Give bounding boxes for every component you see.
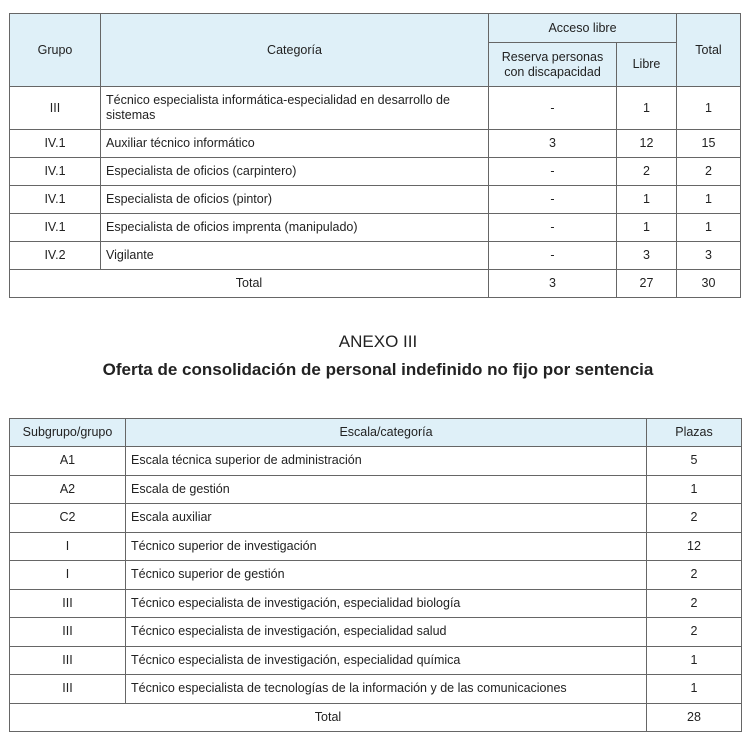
cell-reserva: - <box>489 214 617 242</box>
header-total: Total <box>677 14 741 87</box>
total-total: 30 <box>677 270 741 298</box>
cell-libre: 1 <box>617 87 677 130</box>
table-row <box>10 618 742 647</box>
cell-reserva: - <box>489 242 617 270</box>
table-row <box>10 589 742 618</box>
cell-total: 1 <box>677 186 741 214</box>
header-grupo: Grupo <box>10 14 101 87</box>
cell-escala: Técnico especialista de investigación, especialidad salud <box>126 618 647 647</box>
cell-total: 2 <box>677 158 741 186</box>
table-total-row <box>10 703 742 731</box>
table-row <box>10 561 742 590</box>
cell-plazas: 2 <box>647 561 742 590</box>
annex-label: ANEXO III <box>338 332 418 351</box>
cell-subgrupo: I <box>10 532 126 561</box>
cell-escala: Técnico superior de gestión <box>126 561 647 590</box>
cell-escala: Técnico especialista de investigación, especialidad química <box>126 646 647 675</box>
cell-escala: Técnico especialista de tecnologías de la información y de las comunicaciones <box>126 675 647 704</box>
cell-total: 1 <box>677 214 741 242</box>
header-plazas: Plazas <box>647 419 742 447</box>
cell-subgrupo: A2 <box>10 475 126 504</box>
cell-escala: Escala técnica superior de administración <box>126 447 647 476</box>
cell-libre: 12 <box>617 130 677 158</box>
positions-table <box>9 13 741 298</box>
cell-categoria: Auxiliar técnico informático <box>101 130 489 158</box>
cell-total: 1 <box>677 87 741 130</box>
cell-categoria: Técnico especialista informática-especialidad en desarrollo de sistemas <box>101 87 489 130</box>
annex-title: Oferta de consolidación de personal indefinido no fijo por sentencia <box>102 360 654 379</box>
cell-grupo: IV.1 <box>10 158 101 186</box>
cell-subgrupo: A1 <box>10 447 126 476</box>
cell-escala: Técnico superior de investigación <box>126 532 647 561</box>
cell-grupo: IV.1 <box>10 186 101 214</box>
table-row <box>10 87 741 130</box>
cell-plazas: 2 <box>647 618 742 647</box>
cell-escala: Técnico especialista de investigación, especialidad biología <box>126 589 647 618</box>
cell-plazas: 1 <box>647 646 742 675</box>
cell-categoria: Especialista de oficios (pintor) <box>101 186 489 214</box>
cell-grupo: III <box>10 87 101 130</box>
cell-grupo: IV.1 <box>10 130 101 158</box>
cell-total: 15 <box>677 130 741 158</box>
table-row <box>10 214 741 242</box>
cell-subgrupo: III <box>10 618 126 647</box>
cell-subgrupo: III <box>10 589 126 618</box>
table-row <box>10 130 741 158</box>
table-total-row <box>10 270 741 298</box>
cell-plazas: 5 <box>647 447 742 476</box>
cell-reserva: - <box>489 87 617 130</box>
consolidation-table <box>9 418 742 732</box>
total-libre: 27 <box>617 270 677 298</box>
cell-libre: 3 <box>617 242 677 270</box>
header-libre: Libre <box>617 43 677 87</box>
cell-subgrupo: I <box>10 561 126 590</box>
cell-libre: 1 <box>617 214 677 242</box>
cell-subgrupo: III <box>10 646 126 675</box>
header-reserva: Reserva personas con discapacidad <box>489 43 617 87</box>
cell-libre: 2 <box>617 158 677 186</box>
total-label: Total <box>10 703 647 731</box>
table-row <box>10 447 742 476</box>
header-categoria: Categoría <box>101 14 489 87</box>
cell-total: 3 <box>677 242 741 270</box>
table-row <box>10 158 741 186</box>
cell-reserva: - <box>489 158 617 186</box>
header-acceso-libre: Acceso libre <box>489 14 677 43</box>
cell-plazas: 12 <box>647 532 742 561</box>
cell-categoria: Vigilante <box>101 242 489 270</box>
table-row <box>10 186 741 214</box>
table-row <box>10 646 742 675</box>
cell-grupo: IV.2 <box>10 242 101 270</box>
cell-libre: 1 <box>617 186 677 214</box>
total-plazas: 28 <box>647 703 742 731</box>
cell-categoria: Especialista de oficios imprenta (manipulado) <box>101 214 489 242</box>
cell-reserva: - <box>489 186 617 214</box>
cell-escala: Escala auxiliar <box>126 504 647 533</box>
cell-plazas: 1 <box>647 675 742 704</box>
total-reserva: 3 <box>489 270 617 298</box>
cell-categoria: Especialista de oficios (carpintero) <box>101 158 489 186</box>
table-row <box>10 532 742 561</box>
cell-reserva: 3 <box>489 130 617 158</box>
cell-plazas: 1 <box>647 475 742 504</box>
cell-plazas: 2 <box>647 504 742 533</box>
total-label: Total <box>10 270 489 298</box>
cell-subgrupo: III <box>10 675 126 704</box>
table-row <box>10 475 742 504</box>
cell-subgrupo: C2 <box>10 504 126 533</box>
table-row <box>10 675 742 704</box>
header-escala: Escala/categoría <box>126 419 647 447</box>
cell-grupo: IV.1 <box>10 214 101 242</box>
table-row <box>10 242 741 270</box>
table-row <box>10 504 742 533</box>
header-subgrupo: Subgrupo/grupo <box>10 419 126 447</box>
cell-plazas: 2 <box>647 589 742 618</box>
cell-escala: Escala de gestión <box>126 475 647 504</box>
